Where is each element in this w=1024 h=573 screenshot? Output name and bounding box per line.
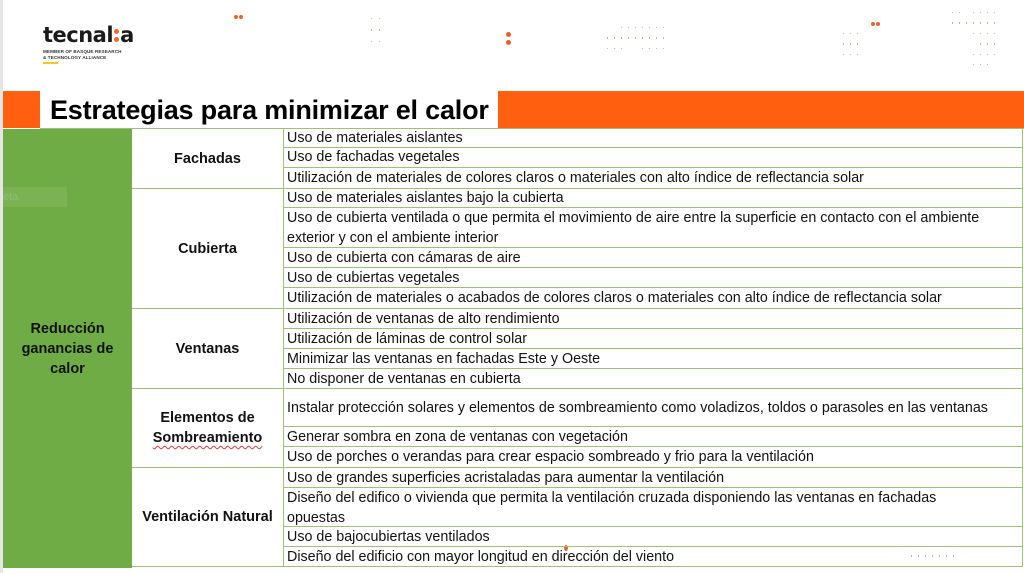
table-row: Uso de materiales aislantes: [284, 129, 1022, 148]
ghost-text-fragment: eta: [3, 187, 67, 207]
table-row: Uso de cubierta con cámaras de aire: [284, 248, 1022, 268]
table-row: Utilización de láminas de control solar: [284, 329, 1022, 349]
table-row: Uso de bajocubiertas ventilados: [284, 527, 1022, 547]
decor-dot-grid: [952, 12, 1001, 65]
strategies-table: [3, 129, 1023, 568]
group-ventanas: [132, 309, 1023, 389]
table-row: Diseño del edificio con mayor longitud en dirección del viento: [287, 549, 675, 565]
group-label: Ventanas: [175, 340, 240, 357]
table-row: No disponer de ventanas en cubierta: [287, 371, 521, 387]
group-rows: [283, 129, 1023, 188]
table-row: Uso de cubierta ventilada o que permita el movimiento de aire entre la superficie en contacto con el ambiente exterior y con el ambiente interior: [284, 208, 1022, 248]
category-cell: Reducción ganancias de calor: [3, 129, 132, 568]
decor-orange-dot: [506, 32, 511, 37]
group-label: Cubierta: [178, 240, 237, 257]
table-row: Utilización de materiales de colores claros o materiales con alto índice de reflectancia solar: [287, 170, 864, 186]
decor-orange-dot: [506, 40, 511, 45]
table-row: Uso de grandes superficies acristaladas para aumentar la ventilación: [284, 468, 1022, 488]
table-row: Uso de materiales aislantes bajo la cubierta: [284, 189, 1022, 208]
table-row: Uso de porches o verandas para crear espacio sombreado y frio para la ventilación: [287, 449, 814, 465]
group-label: Fachadas: [174, 150, 241, 167]
logo-tagline: MEMBER OF BASQUE RESEARCH & TECHNOLOGY ALLIANCE: [43, 49, 122, 60]
table-row: Generar sombra en zona de ventanas con vegetación: [284, 427, 1022, 447]
table-row: Uso de cubiertas vegetales: [284, 268, 1022, 288]
group-ventilacion-natural: [132, 468, 1023, 567]
table-row: Utilización de materiales o acabados de colores claros o materiales con alto índice de reflectancia solar: [287, 290, 942, 306]
group-fachadas: [132, 129, 1023, 189]
table-row: Uso de fachadas vegetales: [284, 148, 1022, 168]
decor-orange-dot: [234, 15, 238, 19]
group-cubierta: [132, 189, 1023, 309]
page-title: Estrategias para minimizar el calor: [50, 95, 489, 125]
table-row: Instalar protección solares y elementos de sombreamiento como voladizos, toldos o parasoles en las ventanas: [284, 389, 1022, 427]
group-sombreamiento: [132, 389, 1023, 468]
table-row: Utilización de ventanas de alto rendimiento: [284, 309, 1022, 329]
decor-orange-dot: [239, 15, 243, 19]
logo-wordmark: tecnal a: [43, 23, 134, 47]
decor-orange-dot: [876, 22, 880, 26]
title-accent-left: [3, 91, 40, 128]
logo-colon-dots-icon: [114, 29, 119, 42]
table-row: Minimizar las ventanas en fachadas Este y Oeste: [284, 349, 1022, 369]
group-rows: [283, 189, 1023, 308]
group-label: Elementos de Sombreamiento: [152, 410, 263, 446]
logo-yellow-rule: [43, 62, 58, 64]
decor-dot-grid: [371, 18, 387, 42]
decor-orange-dot: [871, 22, 875, 26]
spellcheck-underlined-word: Sombreamiento: [152, 430, 263, 446]
group-label: Ventilación Natural: [142, 509, 273, 525]
decor-dot-grid: [607, 27, 670, 49]
table-row: Diseño del edifico o vivienda que permita la ventilación cruzada disponiendo las ventanas en fachadas opuestas: [284, 488, 1022, 527]
tecnalia-logo: [43, 24, 134, 64]
title-accent-right: [498, 91, 1024, 128]
group-rows: [283, 309, 1023, 388]
decor-dot-grid: [911, 546, 960, 557]
group-rows: [283, 389, 1023, 467]
decor-dot-grid: [843, 33, 864, 55]
